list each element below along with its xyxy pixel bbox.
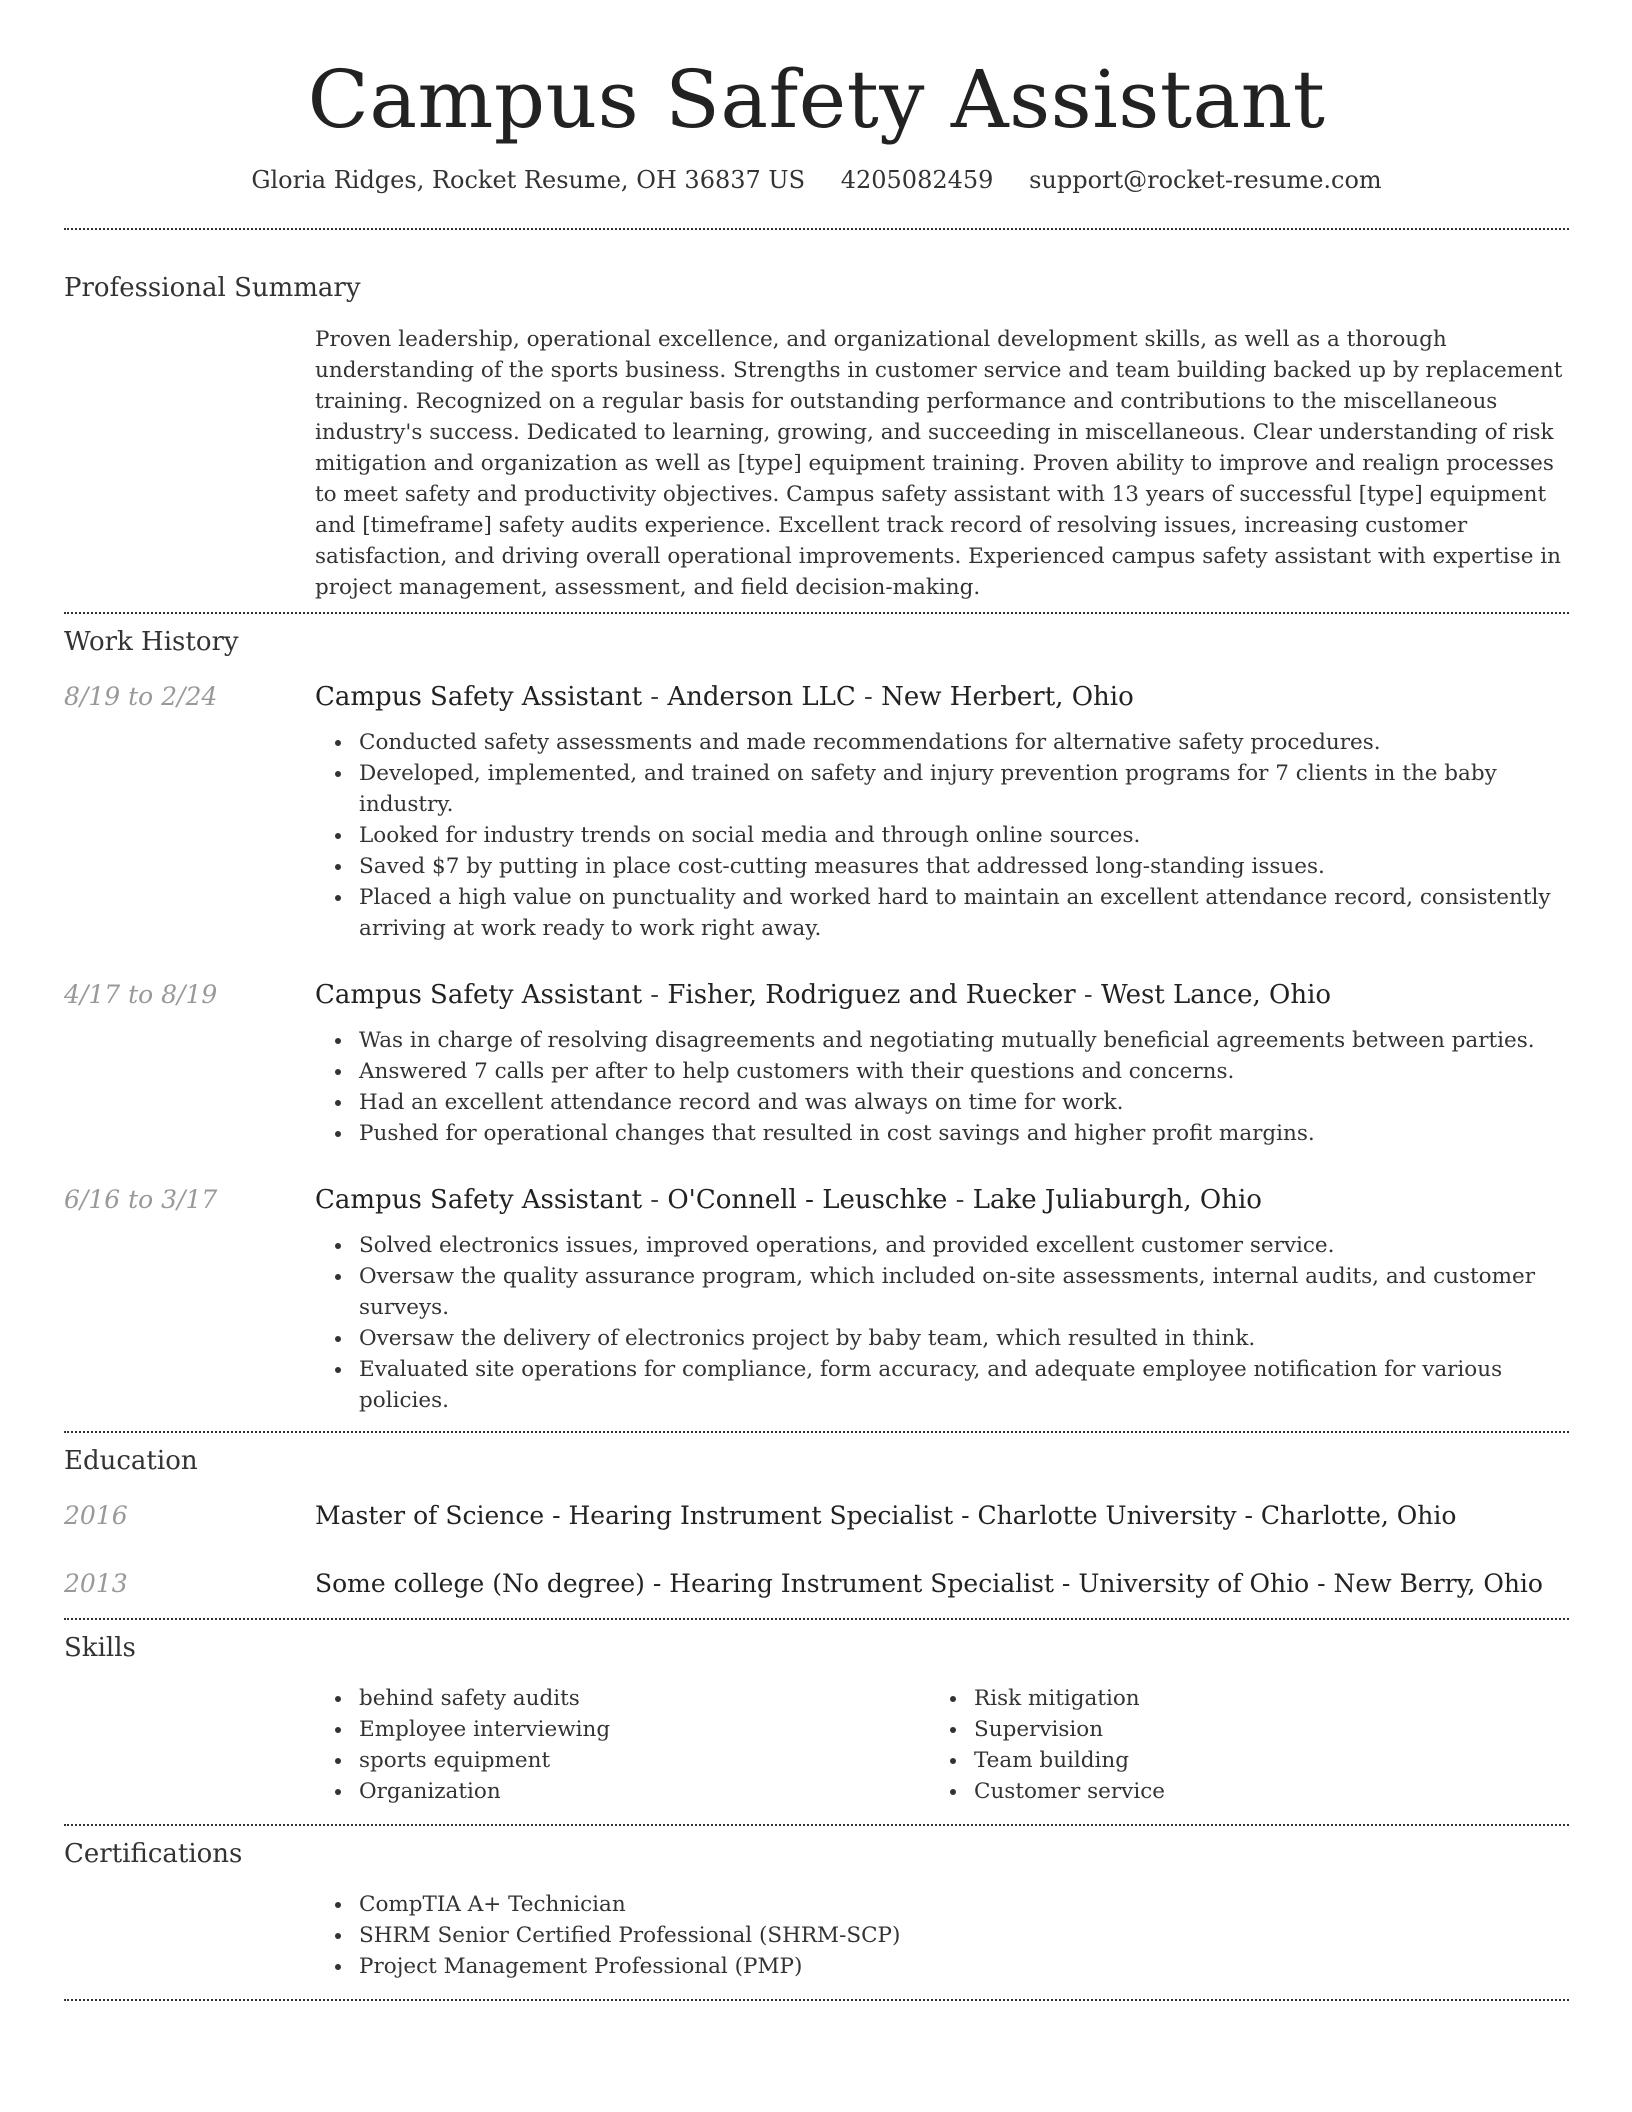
education-field: Hearing Instrument Specialist [568,1501,954,1530]
skills-heading: Skills [64,1633,136,1663]
resume-page [64,0,1569,2001]
job-location: West Lance, Ohio [1100,980,1332,1010]
section-divider [64,612,1569,614]
list-item: Saved $7 by putting in place cost-cutting measures that addressed long-standing issues. [315,851,1569,882]
list-item: Team building [930,1745,1545,1776]
resume-title: Campus Safety Assistant [307,53,1326,146]
list-item: Answered 7 calls per after to help customers with their questions and concerns. [315,1056,1569,1087]
job-list [64,680,1569,1416]
job-dates: 6/16 to 3/17 [64,1185,218,1214]
job-location: Lake Juliaburgh, Ohio [972,1185,1262,1215]
education-heading: Education [64,1446,198,1476]
job-title: Campus Safety Assistant [315,980,643,1010]
summary-heading: Professional Summary [64,273,361,303]
list-item: Employee interviewing [315,1714,930,1745]
education-entry: 2013 Some college (No degree) - Hearing Instrument Specialist - University of Ohio - New Berry, Ohio [64,1567,1569,1601]
job-dates: 4/17 to 8/19 [64,980,218,1009]
list-item: SHRM Senior Certified Professional (SHRM-SCP) [315,1920,1569,1951]
education-school: University of Ohio [1078,1569,1310,1598]
job-title: Campus Safety Assistant [315,1185,643,1215]
job-entry [64,680,1569,944]
list-item: Organization [315,1776,930,1807]
job-entry [64,978,1569,1149]
job-employer: Anderson LLC [667,682,856,712]
list-item: Evaluated site operations for compliance, form accuracy, and adequate employee notification for various policies. [315,1354,1569,1416]
education-location: Charlotte, Ohio [1260,1501,1457,1530]
list-item: Solved electronics issues, improved operations, and provided excellent customer service. [315,1230,1569,1261]
job-entry [64,1183,1569,1416]
list-item: Developed, implemented, and trained on safety and injury prevention programs for 7 clients in the baby industry. [315,758,1569,820]
job-employer: O'Connell - Leuschke [667,1185,948,1215]
job-dates: 8/19 to 2/24 [64,682,218,711]
work-history-heading: Work History [64,627,239,657]
list-item: Supervision [930,1714,1545,1745]
contact-phone: 4205082459 [840,166,994,194]
list-item: Project Management Professional (PMP) [315,1951,1569,1982]
certifications-heading: Certifications [64,1839,243,1869]
list-item: Was in charge of resolving disagreements and negotiating mutually beneficial agreements between parties. [315,1025,1569,1056]
job-title-line: Campus Safety Assistant - O'Connell - Leuschke - Lake Juliaburgh, Ohio [315,1185,1262,1215]
list-item: Oversaw the quality assurance program, which included on-site assessments, internal audits, and customer surveys. [315,1261,1569,1323]
list-item: Risk mitigation [930,1683,1545,1714]
education-degree: Master of Science [315,1501,545,1530]
list-item: sports equipment [315,1745,930,1776]
list-item: Looked for industry trends on social media and through online sources. [315,820,1569,851]
section-divider [64,228,1569,230]
job-title-line: Campus Safety Assistant - Anderson LLC - New Herbert, Ohio [315,682,1134,712]
list-item: Conducted safety assessments and made recommendations for alternative safety procedures. [315,727,1569,758]
job-title: Campus Safety Assistant [315,682,643,712]
list-item: Placed a high value on punctuality and worked hard to maintain an excellent attendance record, consistently arriving at work ready to work right away. [315,882,1569,944]
certifications-list [315,1889,1569,1982]
skills-column [315,1683,930,1807]
education-location: New Berry, Ohio [1333,1569,1543,1598]
job-bullets [315,1230,1569,1416]
section-divider [64,1999,1569,2001]
contact-address: Gloria Ridges, Rocket Resume, OH 36837 US [251,166,806,194]
education-field: Hearing Instrument Specialist [669,1569,1054,1598]
list-item: behind safety audits [315,1683,930,1714]
job-employer: Fisher, Rodriguez and Ruecker [667,980,1076,1010]
job-title-line: Campus Safety Assistant - Fisher, Rodriguez and Ruecker - West Lance, Ohio [315,980,1332,1010]
education-degree: Some college (No degree) [315,1569,645,1598]
list-item: Customer service [930,1776,1545,1807]
education-entry: 2016 Master of Science - Hearing Instrument Specialist - Charlotte University - Charlotte, Ohio [64,1499,1569,1533]
section-divider [64,1431,1569,1433]
contact-line [64,162,1569,198]
skills-column [930,1683,1545,1807]
job-bullets [315,727,1569,944]
skills-grid [315,1683,1569,1807]
list-item: Had an excellent attendance record and was always on time for work. [315,1087,1569,1118]
list-item: CompTIA A+ Technician [315,1889,1569,1920]
section-divider [64,1824,1569,1826]
section-divider [64,1618,1569,1620]
list-item: Pushed for operational changes that resulted in cost savings and higher profit margins. [315,1118,1569,1149]
contact-email: support@rocket-resume.com [1029,166,1382,194]
list-item: Oversaw the delivery of electronics project by baby team, which resulted in think. [315,1323,1569,1354]
education-year: 2013 [64,1569,128,1598]
job-bullets [315,1025,1569,1149]
education-school: Charlotte University [977,1501,1237,1530]
summary-text: Proven leadership, operational excellence, and organizational development skills, as well as a thorough understanding of the sports business. Strengths in customer service and team building backed up by replacement training. Recognized on a regular basis for outstanding performance and contributions to the miscellaneous industry's success. Dedicated to learning, growing, and succeeding in miscellaneous. Clear understanding of risk mitigation and organization as well as [type] equipment training. Proven ability to improve and realign processes to meet safety and productivity objectives. Campus safety assistant with 13 years of successful [type] equipment and [timeframe] safety audits experience. Excellent track record of resolving issues, increasing customer satisfaction, and driving overall operational improvements. Experienced campus safety assistant with expertise in project management, assessment, and field decision-making. [315,327,1563,600]
education-year: 2016 [64,1501,128,1530]
job-location: New Herbert, Ohio [881,682,1134,712]
